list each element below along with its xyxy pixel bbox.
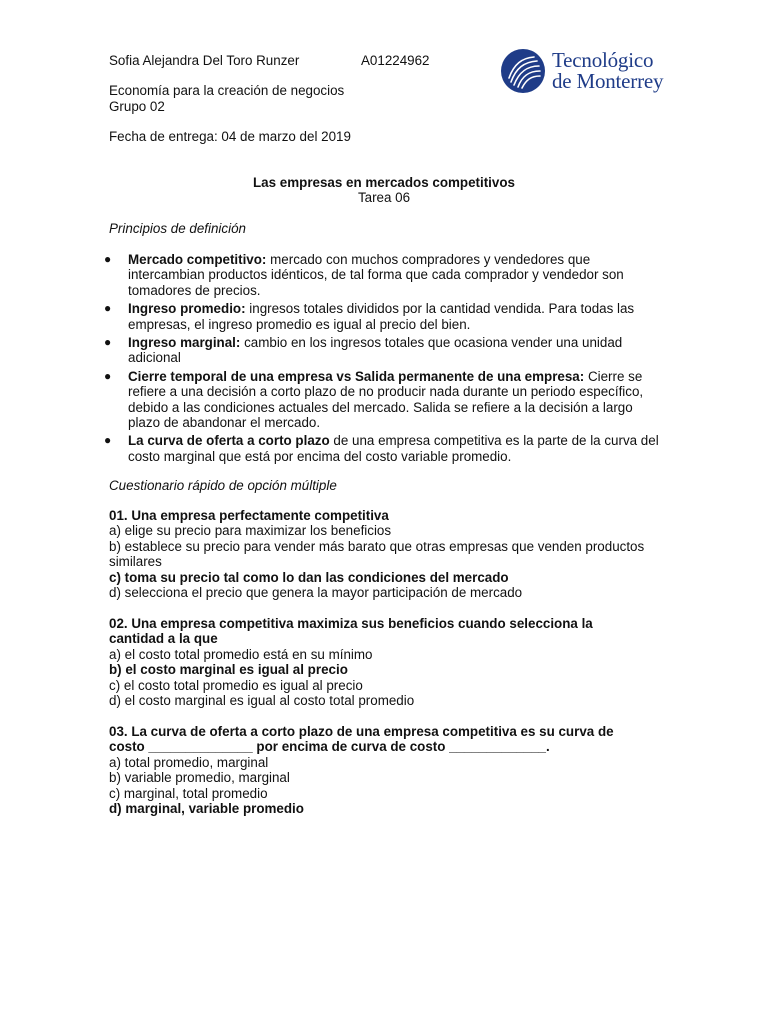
- logo-line-2: de Monterrey: [552, 69, 664, 93]
- list-item: [104, 252, 664, 298]
- option-a: a) elige su precio para maximizar los beneficios: [109, 523, 392, 539]
- list-item: [104, 433, 664, 464]
- list-item: [104, 335, 664, 366]
- definition-term: La curva de oferta a corto plazo: [128, 433, 330, 449]
- definition-text: Cierre se refiere a una decisión a corto plazo de no producir nada durante un periodo específico, debido a las condiciones actuales del mercado. Salida se refiere a la decisión a largo plazo de abandonar el mercado.: [128, 368, 644, 431]
- list-item: [104, 369, 664, 431]
- definition-term: Mercado competitivo:: [128, 252, 267, 267]
- question-text: 01. Una empresa perfectamente competitiva: [109, 508, 389, 523]
- group-name: Grupo 02: [109, 98, 165, 114]
- title-block: [0, 175, 768, 206]
- option-c: c) marginal, total promedio: [109, 785, 268, 801]
- option-b: b) establece su precio para vender más barato que otras empresas que venden productos similares: [109, 538, 645, 570]
- option-d-answer: d) marginal, variable promedio: [109, 801, 304, 817]
- bullet-icon: ●: [104, 301, 112, 316]
- bullet-icon: ●: [104, 433, 112, 448]
- question-text: 03. La curva de oferta a corto plazo de una empresa competitiva es su curva de costo ______________ por encima de curva de costo _____________.: [109, 724, 614, 755]
- definition-text: de una empresa competitiva es la parte de la curva del costo marginal que está por encima del costo variable promedio.: [128, 433, 659, 464]
- option-b-answer: b) el costo marginal es igual al precio: [109, 662, 348, 678]
- student-id: A01224962: [361, 53, 430, 68]
- definitions-list: [104, 252, 664, 467]
- option-b: b) variable promedio, marginal: [109, 770, 290, 786]
- principles-heading: Principios de definición: [109, 221, 246, 236]
- definition-term: Ingreso promedio:: [128, 301, 246, 317]
- student-line: [109, 53, 430, 68]
- tec-monterrey-seal-icon: [500, 48, 546, 94]
- tec-monterrey-logo: [500, 48, 663, 94]
- question-2: [109, 616, 649, 708]
- definition-text: mercado con muchos compradores y vendedores que intercambian productos idénticos, de tal forma que cada comprador y vendedor son tomadores de precios.: [128, 252, 624, 298]
- logo-text: [552, 50, 663, 92]
- definition-text: ingresos totales divididos por la cantidad vendida. Para todas las empresas, el ingreso promedio es igual al precio del bien.: [128, 301, 635, 332]
- document-subtitle: Tarea 06: [357, 190, 411, 206]
- option-a: a) el costo total promedio está en su mínimo: [109, 646, 373, 662]
- definition-term: Ingreso marginal:: [128, 335, 241, 351]
- question-3: [109, 724, 649, 816]
- quiz-heading: Cuestionario rápido de opción múltiple: [109, 478, 337, 493]
- course-name: Economía para la creación de negocios: [109, 83, 345, 99]
- student-name: Sofia Alejandra Del Toro Runzer: [109, 53, 300, 68]
- list-item: [104, 301, 664, 332]
- definition-text: cambio en los ingresos totales que ocasiona vender una unidad adicional: [128, 335, 623, 366]
- logo-line-1: Tecnológico: [552, 48, 654, 72]
- bullet-icon: ●: [104, 252, 112, 266]
- bullet-icon: ●: [104, 335, 112, 350]
- question-text: 02. Una empresa competitiva maximiza sus beneficios cuando selecciona la cantidad a la que: [109, 616, 593, 647]
- option-c: c) el costo total promedio es igual al precio: [109, 677, 363, 693]
- option-c-answer: c) toma su precio tal como lo dan las condiciones del mercado: [109, 569, 509, 585]
- option-a: a) total promedio, marginal: [109, 754, 269, 770]
- bullet-icon: ●: [104, 368, 112, 383]
- document-title: Las empresas en mercados competitivos: [253, 175, 515, 190]
- header-info: [109, 53, 430, 145]
- option-d: d) selecciona el precio que genera la mayor participación de mercado: [109, 585, 523, 601]
- question-1: [109, 508, 649, 600]
- definition-term: Cierre temporal de una empresa vs Salida permanente de una empresa:: [128, 368, 585, 384]
- option-d: d) el costo marginal es igual al costo total promedio: [109, 693, 415, 709]
- due-date: Fecha de entrega: 04 de marzo del 2019: [109, 129, 351, 145]
